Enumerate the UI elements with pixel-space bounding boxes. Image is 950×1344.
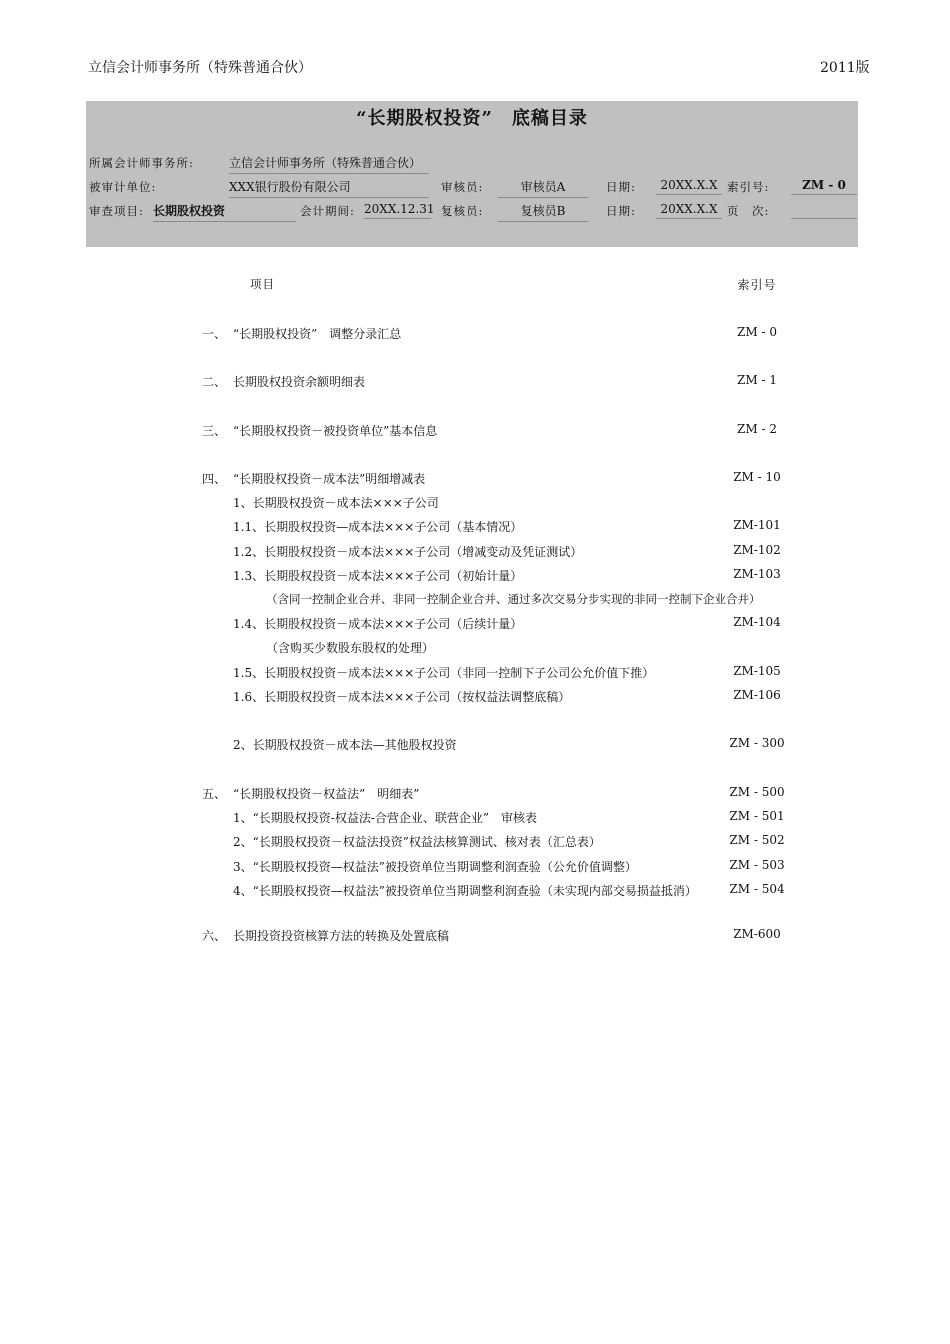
toc-item-index: ZM - 10	[733, 470, 781, 484]
toc-item-text: 3、“长期股权投资—权益法”被投资单位当期调整利润查验（公允价值调整）	[233, 860, 637, 874]
date2-label: 日期:	[606, 204, 636, 218]
page-value	[791, 202, 857, 219]
toc-item-text: 长期投资投资核算方法的转换及处置底稿	[233, 929, 450, 943]
toc-item-text: 4、“长期股权投资—权益法”被投资单位当期调整利润查验（未实现内部交易损益抵消）	[233, 884, 697, 898]
toc-num: 三、	[202, 424, 227, 438]
form-header	[86, 101, 858, 247]
toc-item-text: 1.5、长期股权投资－成本法×××子公司（非同一控制下子公司公允价值下推）	[233, 666, 655, 680]
toc-item-text: 1、“长期股权投资-权益法-合营企业、联营企业” 审核表	[233, 811, 538, 825]
toc-item-text: 2、“长期股权投资－权益法投资”权益法核算测试、核对表（汇总表）	[233, 835, 601, 849]
toc-item-index: ZM - 300	[729, 736, 785, 750]
toc-item-text: 1.4、长期股权投资－成本法×××子公司（后续计量）	[233, 617, 523, 631]
period-label: 会计期间:	[300, 204, 355, 218]
toc-item-text: 1.2、长期股权投资－成本法×××子公司（增减变动及凭证测试）	[233, 545, 583, 559]
index-value: ZM - 0	[791, 178, 857, 195]
toc-item-index: ZM - 500	[729, 785, 785, 799]
toc-item-text: 长期股权投资余额明细表	[233, 375, 366, 389]
toc-col-item: 项目	[250, 277, 275, 291]
toc-item-index: ZM - 502	[729, 833, 785, 847]
toc-item-index: ZM-102	[733, 543, 781, 557]
page-label: 页 次:	[727, 204, 770, 218]
item-label: 审查项目:	[89, 204, 144, 218]
toc-item-text: 2、长期股权投资－成本法—其他股权投资	[233, 738, 457, 752]
toc-item-index: ZM-600	[733, 927, 781, 941]
date-label: 日期:	[606, 180, 636, 194]
rechecker-value: 复核员B	[498, 202, 588, 222]
toc-item-text: 1.3、长期股权投资－成本法×××子公司（初始计量）	[233, 569, 523, 583]
toc-item-note: （含同一控制企业合并、非同一控制企业合并、通过多次交易分步实现的非同一控制下企业合并）	[266, 592, 761, 606]
toc-item-text: “长期股权投资－被投资单位”基本信息	[233, 424, 438, 438]
toc-col-index: 索引号	[737, 278, 777, 292]
page-header-version: 2011版	[820, 60, 870, 76]
toc-item-index: ZM - 504	[729, 882, 785, 896]
page-header-firm: 立信会计师事务所（特殊普通合伙）	[88, 60, 312, 76]
toc-item-text: 1.1、长期股权投资—成本法×××子公司（基本情况）	[233, 520, 523, 534]
toc-item-index: ZM - 2	[737, 422, 777, 436]
toc-num: 六、	[202, 929, 227, 943]
toc-num: 一、	[202, 327, 227, 341]
toc-item-index: ZM - 1	[737, 373, 777, 387]
reviewer-value: 审核员A	[498, 178, 588, 198]
firm-value: 立信会计师事务所（特殊普通合伙）	[229, 154, 429, 174]
item-value: 长期股权投资	[153, 202, 296, 222]
period-value: 20XX.12.31	[364, 202, 431, 219]
toc-num: 五、	[202, 787, 227, 801]
toc-num: 四、	[202, 472, 227, 486]
toc-item-index: ZM-104	[733, 615, 781, 629]
reviewer-label: 审核员:	[441, 180, 484, 194]
toc-num: 二、	[202, 375, 227, 389]
toc-item-text: “长期股权投资” 调整分录汇总	[233, 327, 402, 341]
toc-item-text: “长期股权投资－成本法”明细增减表	[233, 472, 426, 486]
toc-item-index: ZM-103	[733, 567, 781, 581]
toc-item-text: “长期股权投资－权益法” 明细表”	[233, 787, 420, 801]
toc-item-index: ZM-105	[733, 664, 781, 678]
toc-item-index: ZM-101	[733, 518, 781, 532]
toc-item-text: 1、长期股权投资－成本法×××子公司	[233, 496, 439, 510]
client-label: 被审计单位:	[89, 180, 157, 194]
firm-label: 所属会计师事务所:	[89, 156, 194, 170]
toc-item-index: ZM - 503	[729, 858, 785, 872]
toc-item-text: 1.6、长期股权投资－成本法×××子公司（按权益法调整底稿）	[233, 690, 571, 704]
toc-item-index: ZM - 0	[737, 325, 777, 339]
toc-item-note: （含购买少数股东股权的处理）	[266, 641, 435, 655]
index-label: 索引号:	[727, 180, 770, 194]
form-title: “长期股权投资” 底稿目录	[356, 108, 588, 129]
date2-value: 20XX.X.X	[656, 202, 722, 219]
client-value: XXX银行股份有限公司	[229, 178, 429, 198]
rechecker-label: 复核员:	[441, 204, 484, 218]
toc-item-index: ZM-106	[733, 688, 781, 702]
date-value: 20XX.X.X	[656, 178, 722, 195]
toc-item-index: ZM - 501	[729, 809, 785, 823]
